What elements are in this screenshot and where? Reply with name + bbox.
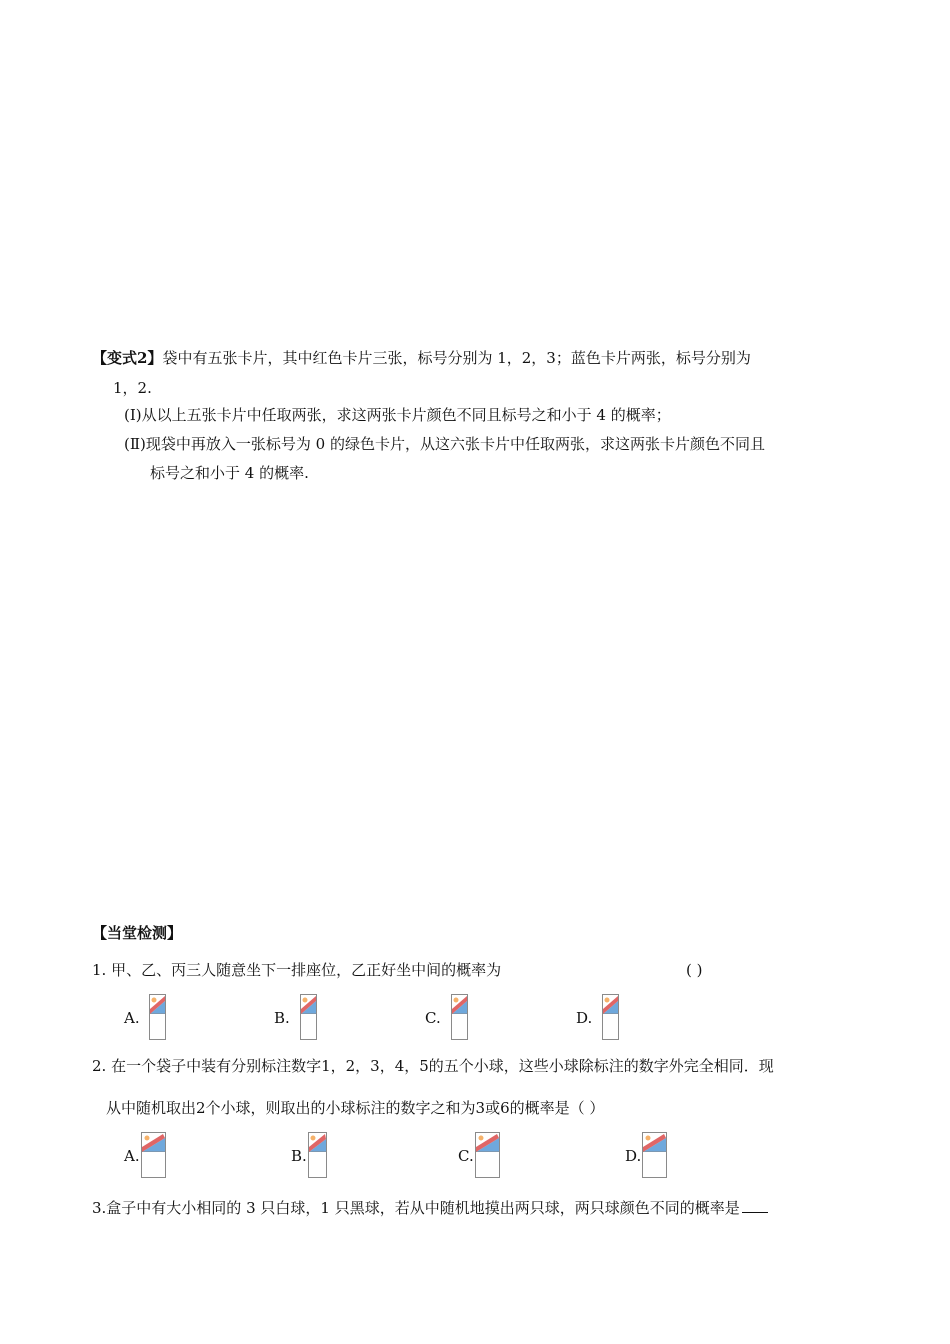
variant2-text-line2: 1，2.: [113, 379, 152, 397]
q2-option-c-image-icon: [475, 1132, 500, 1178]
variant2-part2-line2: 标号之和小于 4 的概率.: [150, 464, 309, 482]
q3-line: [92, 1196, 768, 1218]
q2-option-b-image-icon: [308, 1132, 327, 1178]
q1-option-d-image-icon: [602, 994, 619, 1040]
q2-option-d-label: D.: [625, 1147, 642, 1165]
q1-option-b-label: B.: [274, 1009, 290, 1027]
q1-option-a-image-icon: [149, 994, 166, 1040]
variant2-label: 【变式2】: [92, 349, 163, 367]
variant2-text-line1: 袋中有五张卡片，其中红色卡片三张，标号分别为 1，2，3；蓝色卡片两张，标号分别为: [162, 349, 751, 367]
q1-stem: 1. 甲、乙、丙三人随意坐下一排座位，乙正好坐中间的概率为: [92, 961, 502, 979]
q2-option-d-image-icon: [642, 1132, 667, 1178]
check-heading: 【当堂检测】: [92, 924, 183, 942]
q2-stem-line2: 从中随机取出2个小球，则取出的小球标注的数字之和为3或6的概率是（ ）: [106, 1099, 605, 1117]
variant2-first-line: [92, 348, 751, 368]
variant2-part2-line1: (Ⅱ)现袋中再放入一张标号为 0 的绿色卡片，从这六张卡片中任取两张，求这两张卡片颜色不同且: [124, 435, 765, 453]
q3-stem: 3.盒子中有大小相同的 3 只白球，1 只黑球，若从中随机地摸出两只球，两只球颜色不同的概率是: [92, 1199, 740, 1217]
q2-option-c-label: C.: [458, 1147, 474, 1165]
q2-stem-line1: 2. 在一个袋子中装有分别标注数字1，2，3，4，5的五个小球，这些小球除标注的数字外完全相同．现: [92, 1057, 774, 1075]
q1-option-d-label: D.: [576, 1009, 593, 1027]
q1-option-c-image-icon: [451, 994, 468, 1040]
q2-option-a-label: A.: [124, 1147, 140, 1165]
q2-option-a-image-icon: [141, 1132, 166, 1178]
q1-answer-paren: ( ): [686, 961, 703, 979]
q2-option-b-label: B.: [291, 1147, 307, 1165]
q1-option-a-label: A.: [124, 1009, 140, 1027]
q1-option-c-label: C.: [425, 1009, 441, 1027]
variant2-part1: (Ⅰ)从以上五张卡片中任取两张，求这两张卡片颜色不同且标号之和小于 4 的概率；: [124, 406, 671, 424]
q1-option-b-image-icon: [300, 994, 317, 1040]
q3-answer-blank: [742, 1196, 768, 1213]
